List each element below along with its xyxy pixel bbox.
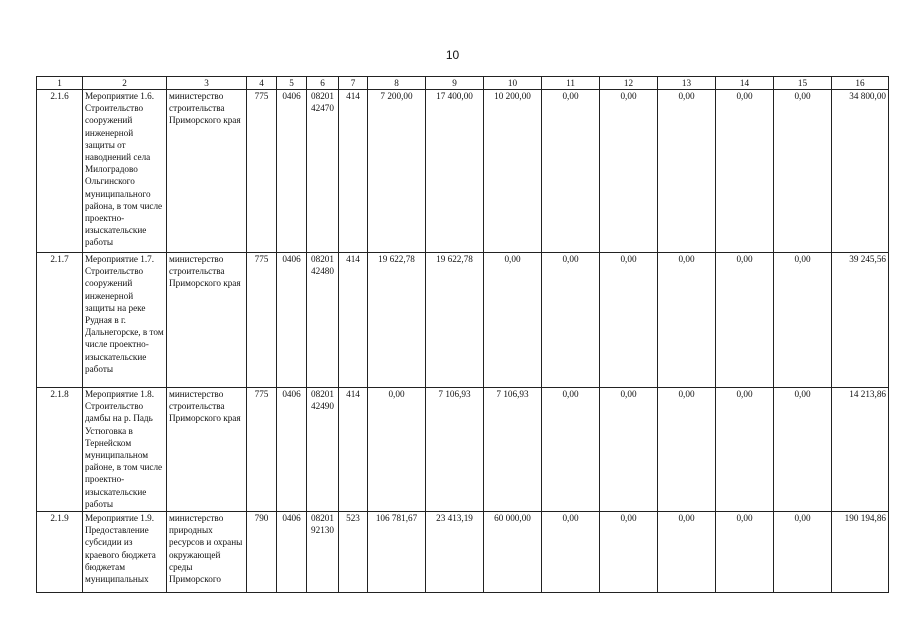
cell-value: 10 200,00 <box>484 90 542 253</box>
column-number: 6 <box>307 77 339 90</box>
column-number: 11 <box>542 77 600 90</box>
cell-value: 19 622,78 <box>368 253 426 388</box>
cell-section: 0406 <box>277 512 307 593</box>
cell-value: 0,00 <box>368 388 426 512</box>
cell-section: 0406 <box>277 388 307 512</box>
cell-value: 23 413,19 <box>426 512 484 593</box>
cell-value: 19 622,78 <box>426 253 484 388</box>
table-row <box>37 512 889 593</box>
cell-grbs: 775 <box>247 253 277 388</box>
cell-value: 0,00 <box>600 388 658 512</box>
cell-value: 0,00 <box>542 388 600 512</box>
cell-value: 0,00 <box>774 388 832 512</box>
cell-target-article: 08201 92130 <box>307 512 339 593</box>
cell-expense-type: 414 <box>339 253 368 388</box>
cell-expense-type: 523 <box>339 512 368 593</box>
cell-value: 0,00 <box>542 90 600 253</box>
cell-value: 0,00 <box>774 512 832 593</box>
cell-value: 7 200,00 <box>368 90 426 253</box>
page-number: 10 <box>445 48 460 62</box>
executor: министерство строительства Приморского края <box>167 253 247 388</box>
cell-value: 0,00 <box>542 253 600 388</box>
header-row <box>37 77 889 90</box>
row-code: 2.1.9 <box>37 512 83 593</box>
cell-target-article: 08201 42480 <box>307 253 339 388</box>
cell-value: 0,00 <box>716 90 774 253</box>
cell-value: 0,00 <box>658 253 716 388</box>
column-number: 16 <box>832 77 889 90</box>
cell-value: 0,00 <box>716 253 774 388</box>
row-code: 2.1.6 <box>37 90 83 253</box>
cell-section: 0406 <box>277 90 307 253</box>
cell-section: 0406 <box>277 253 307 388</box>
cell-value: 7 106,93 <box>426 388 484 512</box>
cell-value: 0,00 <box>774 253 832 388</box>
cell-total: 39 245,56 <box>832 253 889 388</box>
executor: министерство строительства Приморского края <box>167 90 247 253</box>
cell-value: 0,00 <box>542 512 600 593</box>
cell-value: 0,00 <box>658 512 716 593</box>
table-row <box>37 388 889 512</box>
cell-value: 7 106,93 <box>484 388 542 512</box>
column-number: 10 <box>484 77 542 90</box>
cell-target-article: 08201 42490 <box>307 388 339 512</box>
cell-value: 0,00 <box>658 388 716 512</box>
column-number: 1 <box>37 77 83 90</box>
cell-total: 34 800,00 <box>832 90 889 253</box>
measure-name: Мероприятие 1.6. Строительство сооружений инженерной защиты от наводнений села Милоградово Ольгинского муниципального района, в том числе проектно-изыскательские работы <box>83 90 167 253</box>
row-code: 2.1.8 <box>37 388 83 512</box>
column-number: 4 <box>247 77 277 90</box>
cell-value: 60 000,00 <box>484 512 542 593</box>
cell-total: 190 194,86 <box>832 512 889 593</box>
cell-total: 14 213,86 <box>832 388 889 512</box>
table-row <box>37 90 889 253</box>
column-number: 3 <box>167 77 247 90</box>
cell-grbs: 775 <box>247 90 277 253</box>
cell-value: 0,00 <box>600 90 658 253</box>
cell-value: 106 781,67 <box>368 512 426 593</box>
cell-value: 0,00 <box>716 512 774 593</box>
executor: министерство природных ресурсов и охраны окружающей среды Приморского <box>167 512 247 593</box>
column-number: 14 <box>716 77 774 90</box>
executor: министерство строительства Приморского края <box>167 388 247 512</box>
cell-expense-type: 414 <box>339 90 368 253</box>
column-number: 5 <box>277 77 307 90</box>
cell-target-article: 08201 42470 <box>307 90 339 253</box>
cell-grbs: 790 <box>247 512 277 593</box>
column-number: 9 <box>426 77 484 90</box>
measure-name: Мероприятие 1.9. Предоставление субсидии из краевого бюджета бюджетам муниципальных <box>83 512 167 593</box>
cell-grbs: 775 <box>247 388 277 512</box>
column-number: 7 <box>339 77 368 90</box>
measure-name: Мероприятие 1.8. Строительство дамбы на р. Падь Устюговка в Тернейском муниципальном районе, в том числе проектно-изыскательские работы <box>83 388 167 512</box>
table-row <box>37 253 889 388</box>
column-number: 8 <box>368 77 426 90</box>
cell-value: 0,00 <box>774 90 832 253</box>
column-number: 2 <box>83 77 167 90</box>
cell-value: 0,00 <box>484 253 542 388</box>
column-number: 15 <box>774 77 832 90</box>
row-code: 2.1.7 <box>37 253 83 388</box>
cell-value: 0,00 <box>600 253 658 388</box>
cell-expense-type: 414 <box>339 388 368 512</box>
column-number: 13 <box>658 77 716 90</box>
column-number: 12 <box>600 77 658 90</box>
cell-value: 0,00 <box>716 388 774 512</box>
measure-name: Мероприятие 1.7. Строительство сооружений инженерной защиты на реке Рудная в г. Дальнегорске, в том числе проектно-изыскательские работы <box>83 253 167 388</box>
program-budget-table <box>36 76 889 593</box>
cell-value: 0,00 <box>600 512 658 593</box>
cell-value: 0,00 <box>658 90 716 253</box>
cell-value: 17 400,00 <box>426 90 484 253</box>
